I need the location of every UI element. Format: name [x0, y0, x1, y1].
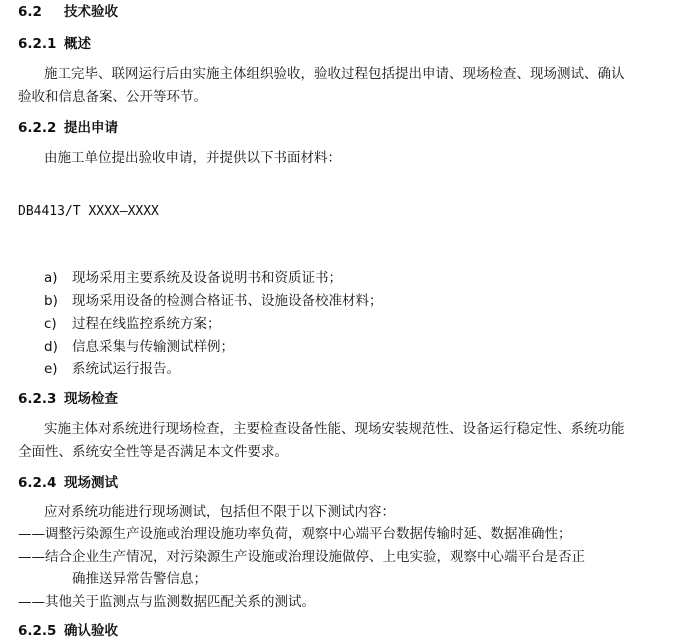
list-item [44, 268, 342, 288]
list-text: 系统试运行报告。 [72, 361, 180, 377]
list-text: 现场采用设备的检测合格证书、设施设备校准材料； [72, 293, 383, 309]
section-number: 6.2.5 [18, 623, 57, 639]
paragraph-line: 全面性、系统安全性等是否满足本文件要求。 [18, 444, 288, 460]
section-heading-6-2-1 [18, 34, 91, 54]
dash-item-continuation: 确推送异常告警信息； [72, 571, 207, 587]
paragraph-line: 实施主体对系统进行现场检查，主要检查设备性能、现场安装规范性、设备运行稳定性、系统功能 [44, 421, 625, 437]
list-label: b) [44, 293, 58, 309]
section-number: 6.2.3 [18, 391, 57, 407]
list-label: d) [44, 339, 58, 355]
list-text: 现场采用主要系统及设备说明书和资质证书； [72, 270, 342, 286]
list-label: a) [44, 270, 58, 286]
paragraph-line: 由施工单位提出验收申请，并提供以下书面材料： [44, 150, 341, 166]
section-number: 6.2.2 [18, 120, 57, 136]
section-heading-6-2-5 [18, 621, 118, 641]
dash-item: ——调整污染源生产设施或治理设施功率负荷，观察中心端平台数据传输时延、数据准确性； [18, 526, 572, 542]
section-number: 6.2 [18, 4, 42, 20]
dash-item: ——其他关于监测点与监测数据匹配关系的测试。 [18, 594, 315, 610]
section-heading-6-2-4 [18, 473, 118, 493]
list-item [44, 337, 234, 357]
list-text: 过程在线监控系统方案； [72, 316, 221, 332]
section-title: 现场检查 [64, 391, 118, 407]
section-number: 6.2.4 [18, 475, 57, 491]
paragraph-line: 施工完毕、联网运行后由实施主体组织验收，验收过程包括提出申请、现场检查、现场测试、确认 [44, 66, 625, 82]
section-title: 提出申请 [64, 120, 118, 136]
list-label: c) [44, 316, 57, 332]
list-item [44, 359, 180, 379]
section-number: 6.2.1 [18, 36, 57, 52]
section-heading-6-2-3 [18, 389, 118, 409]
paragraph-line: 应对系统功能进行现场测试，包括但不限于以下测试内容： [44, 504, 395, 520]
dash-item: ——结合企业生产情况，对污染源生产设施或治理设施做停、上电实验，观察中心端平台是否正 [18, 549, 585, 565]
section-title: 确认验收 [64, 623, 118, 639]
document-header-code: DB4413/T XXXX—XXXX [18, 204, 159, 219]
list-item [44, 291, 383, 311]
list-item [44, 314, 221, 334]
list-label: e) [44, 361, 58, 377]
list-text: 信息采集与传输测试样例； [72, 339, 234, 355]
section-heading-6-2-2 [18, 118, 118, 138]
section-heading-6-2 [18, 2, 118, 22]
paragraph-line: 验收和信息备案、公开等环节。 [18, 89, 207, 105]
section-title: 概述 [64, 36, 91, 52]
section-title: 技术验收 [64, 4, 118, 20]
section-title: 现场测试 [64, 475, 118, 491]
